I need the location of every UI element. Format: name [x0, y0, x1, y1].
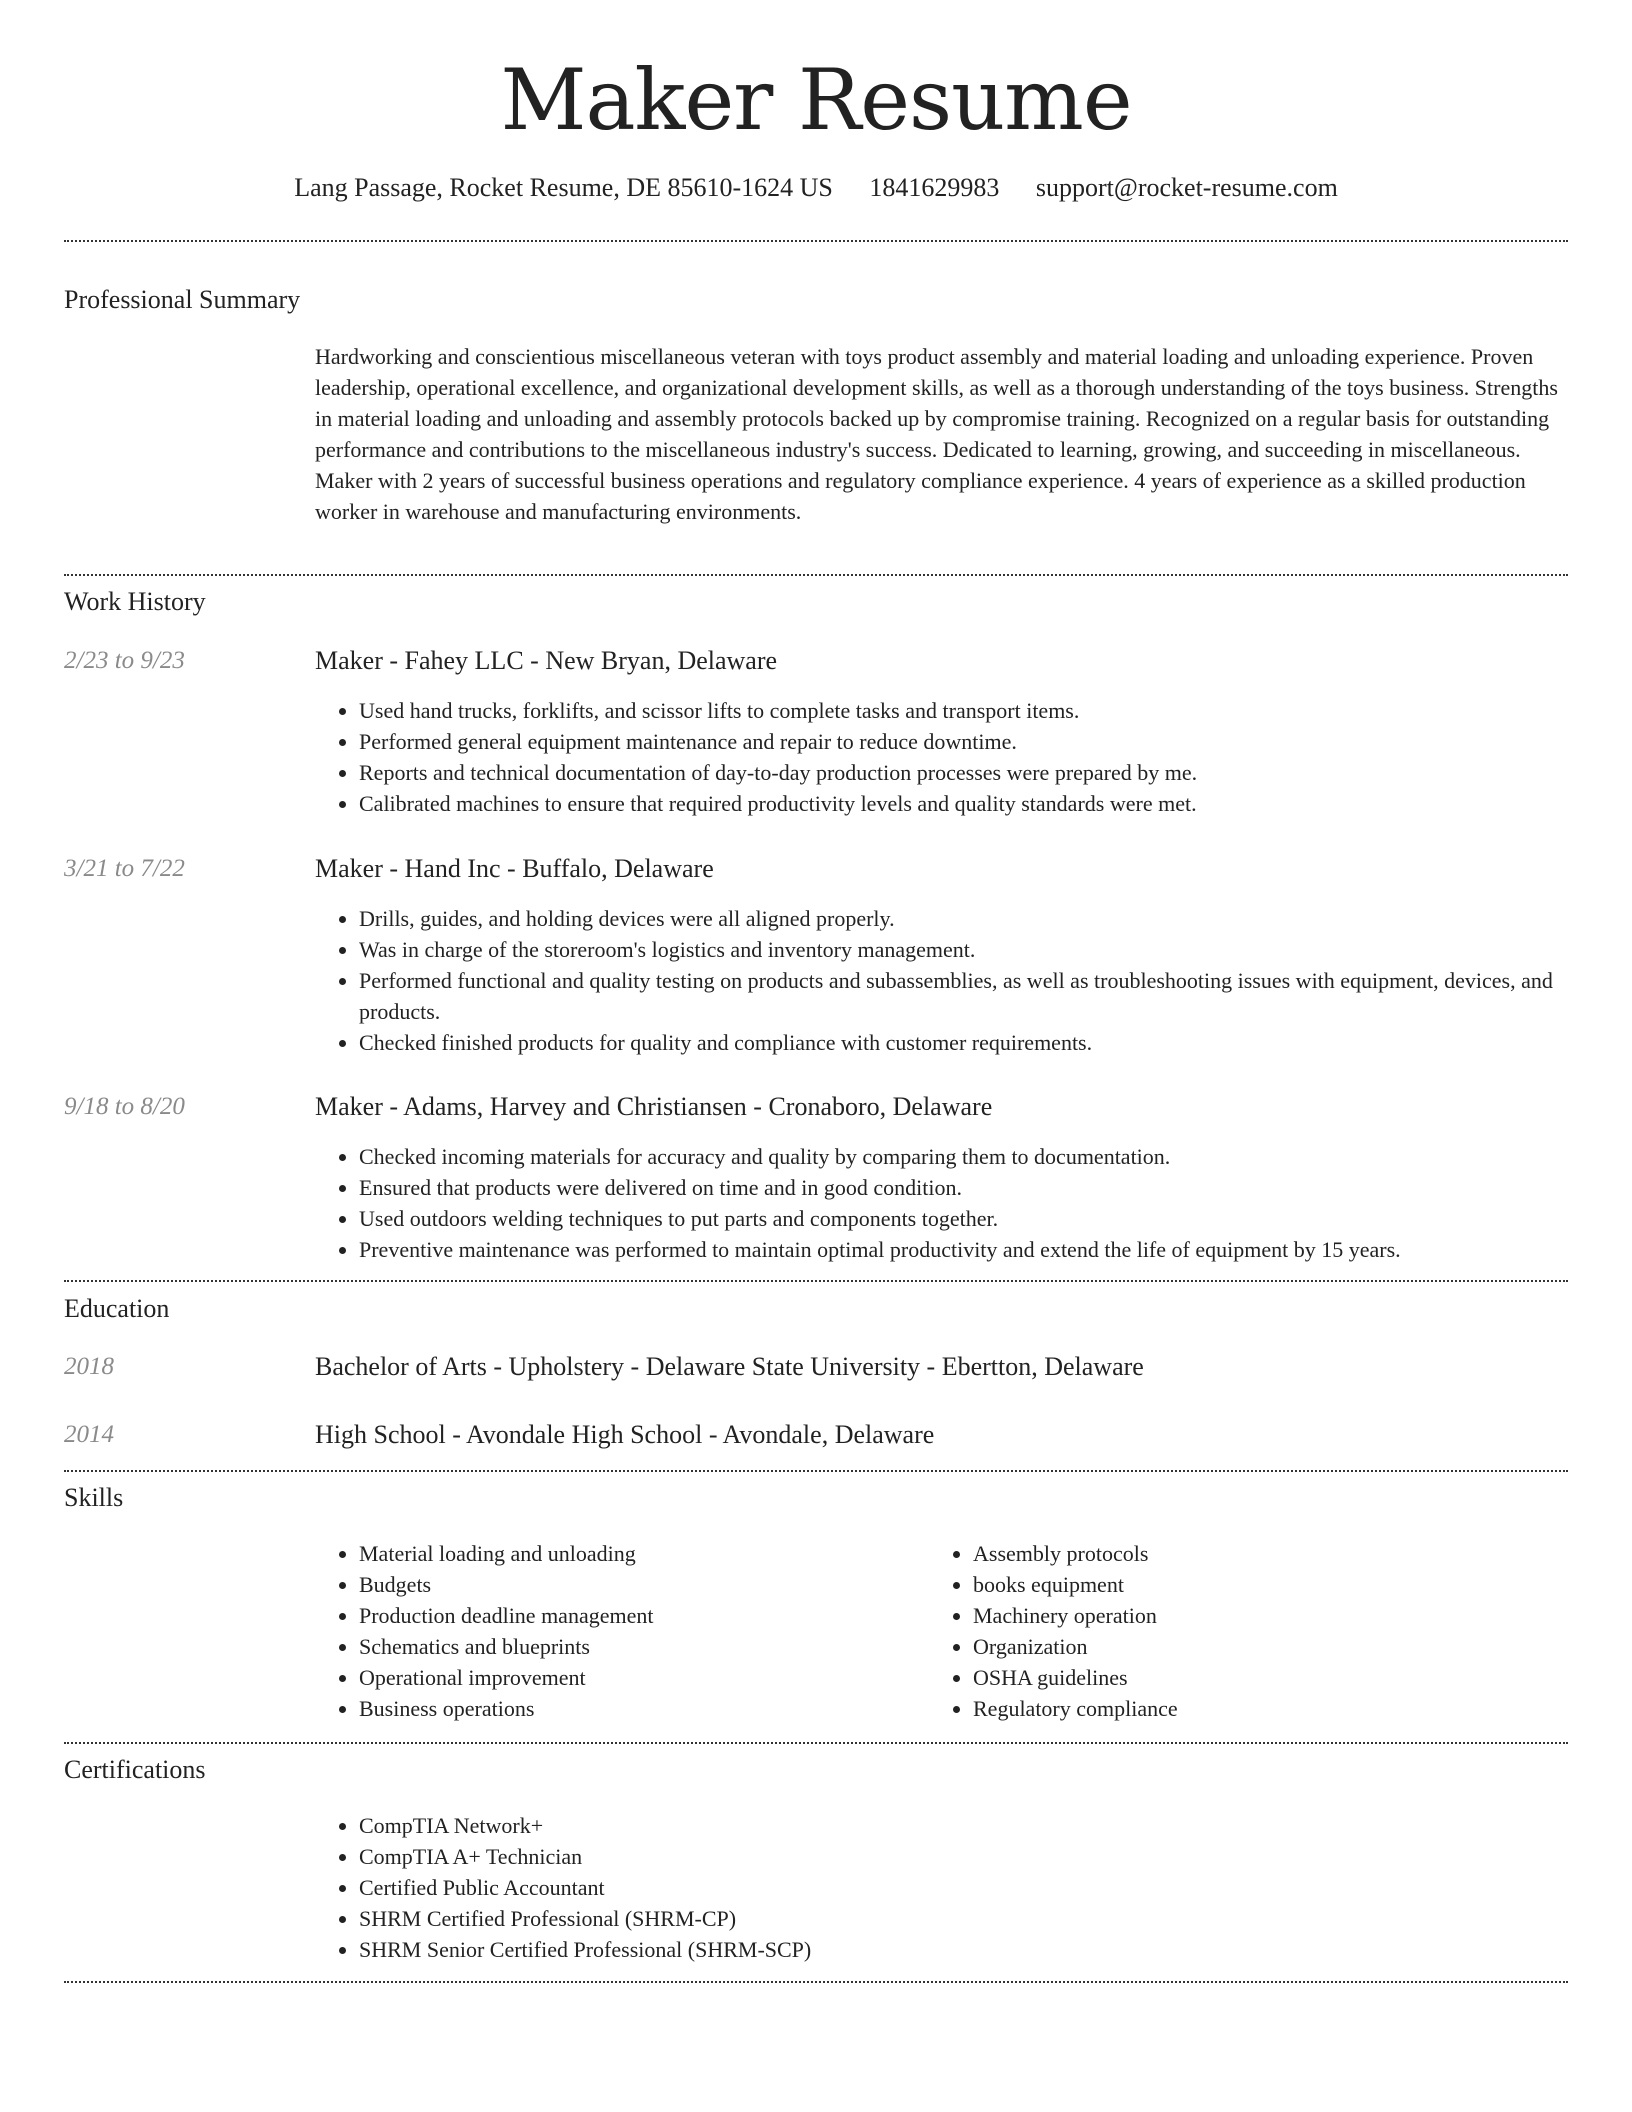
list-item: • Schematics and blueprints: [359, 1631, 1569, 1662]
list-item: • CompTIA A+ Technician: [359, 1841, 1569, 1872]
contact-line: [0, 170, 1632, 206]
divider: [64, 1280, 1568, 1282]
list-item: • Checked incoming materials for accuracy and quality by comparing them to documentation.: [359, 1141, 1619, 1172]
education-year: 2018: [64, 1353, 114, 1380]
list-item: • Operational improvement: [359, 1662, 1569, 1693]
list-item: • SHRM Certified Professional (SHRM-CP): [359, 1903, 1569, 1934]
list-item: • Certified Public Accountant: [359, 1872, 1569, 1903]
section-title-summary: Professional Summary: [64, 285, 301, 314]
job-bullets: [315, 903, 1569, 1058]
list-item: • Drills, guides, and holding devices were all aligned properly.: [359, 903, 1569, 934]
list-item: • Ensured that products were delivered on time and in good condition.: [359, 1172, 1619, 1203]
job-title: Maker - Hand Inc - Buffalo, Delaware: [315, 854, 714, 883]
list-item: • Was in charge of the storeroom's logistics and inventory management.: [359, 934, 1569, 965]
list-item: • SHRM Senior Certified Professional (SHRM-SCP): [359, 1934, 1569, 1965]
section-title-skills: Skills: [64, 1483, 124, 1512]
list-item: • Calibrated machines to ensure that required productivity levels and quality standards were met.: [359, 788, 1569, 819]
list-item: • Used hand trucks, forklifts, and scissor lifts to complete tasks and transport items.: [359, 695, 1569, 726]
section-title-work: Work History: [64, 587, 206, 616]
list-item: • Budgets: [359, 1569, 1569, 1600]
summary-text: Hardworking and conscientious miscellaneous veteran with toys product assembly and material loading and unloading experience. Proven leadership, operational excellence, and organizational development skills, as well as a thorough understanding of the toys business. Strengths in material loading and unloading and assembly protocols backed up by compromise training. Recognized on a regular basis for outstanding performance and contributions to the miscellaneous industry's success. Dedicated to learning, growing, and succeeding in miscellaneous. Maker with 2 years of successful business operations and regulatory compliance experience. 4 years of experience as a skilled production worker in warehouse and manufacturing environments.: [315, 344, 1558, 524]
job-bullets: [315, 1141, 1619, 1265]
job-dates: 3/21 to 7/22: [64, 855, 185, 882]
divider: [64, 1742, 1568, 1744]
list-item: • Production deadline management: [359, 1600, 1569, 1631]
education-entry: Bachelor of Arts - Upholstery - Delaware State University - Ebertton, Delaware: [315, 1352, 1144, 1381]
list-item: • Business operations: [359, 1693, 1569, 1724]
list-item: • Used outdoors welding techniques to put parts and components together.: [359, 1203, 1619, 1234]
list-item: • Reports and technical documentation of day-to-day production processes were prepared by me.: [359, 757, 1569, 788]
list-item: • Machinery operation: [973, 1600, 1632, 1631]
list-item: • Checked finished products for quality and compliance with customer requirements.: [359, 1027, 1569, 1058]
job-dates: 2/23 to 9/23: [64, 647, 185, 674]
divider: [64, 1981, 1568, 1983]
list-item: • Assembly protocols: [973, 1538, 1632, 1569]
list-item: • Preventive maintenance was performed to maintain optimal productivity and extend the life of equipment by 15 years.: [359, 1234, 1619, 1265]
education-entry: High School - Avondale High School - Avondale, Delaware: [315, 1420, 935, 1449]
list-item: • Regulatory compliance: [973, 1693, 1632, 1724]
skills-list-right: [929, 1538, 1632, 1724]
section-title-certifications: Certifications: [64, 1755, 206, 1784]
resume-name: Maker Resume: [500, 51, 1132, 149]
contact-email: support@rocket-resume.com: [1035, 173, 1338, 202]
job-title: Maker - Fahey LLC - New Bryan, Delaware: [315, 646, 778, 675]
list-item: • CompTIA Network+: [359, 1810, 1569, 1841]
divider: [64, 1470, 1568, 1472]
contact-phone: 1841629983: [869, 173, 1000, 202]
job-dates: 9/18 to 8/20: [64, 1093, 185, 1120]
list-item: • OSHA guidelines: [973, 1662, 1632, 1693]
list-item: • Performed functional and quality testing on products and subassemblies, as well as troubleshooting issues with equipment, devices, and products.: [359, 965, 1569, 1027]
contact-address: Lang Passage, Rocket Resume, DE 85610-1624 US: [294, 173, 833, 202]
section-title-education: Education: [64, 1294, 170, 1323]
list-item: • Organization: [973, 1631, 1632, 1662]
job-title: Maker - Adams, Harvey and Christiansen - Cronaboro, Delaware: [315, 1092, 993, 1121]
job-bullets: [315, 695, 1569, 819]
divider: [64, 574, 1568, 576]
list-item: • books equipment: [973, 1569, 1632, 1600]
certifications-list: [315, 1810, 1569, 1965]
list-item: • Performed general equipment maintenance and repair to reduce downtime.: [359, 726, 1569, 757]
list-item: • Material loading and unloading: [359, 1538, 1569, 1569]
divider: [64, 240, 1568, 242]
education-year: 2014: [64, 1421, 114, 1448]
